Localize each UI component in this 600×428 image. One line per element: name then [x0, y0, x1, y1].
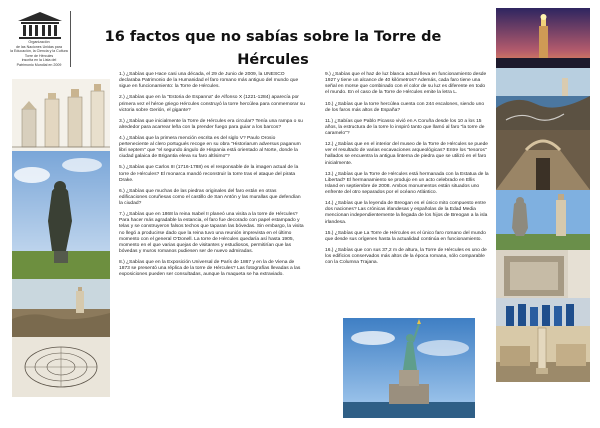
- fact-2: 2.) ¿Sabías que en la "Estoria de Espanna" de Alfonso X (1221-1284) aparecía por primera vez el héroe griego Hércules construyó la torre hercúlea para conmemorar su victoria sobre Gerión, el gigante?: [119, 95, 305, 113]
- logo-divider: [70, 11, 71, 67]
- fact-1: 1.) ¿Sabías que Hace casi una década, el 29 de Junio de 2009, la UNESCO declaraba Patrimonio de la Humanidad el faro romano más antiguo del mundo que sigue en funcionamiento: la Torre de Hércules.: [119, 72, 299, 90]
- org-line: la Educación, la Ciencia y la Cultura: [10, 49, 68, 53]
- unesco-org-text: [10, 40, 68, 67]
- fact-4: 4.) ¿Sabías que la primera mención escrita es del siglo V? Paulo Orosio perteneciente al clero portugués recoge en su obra "Historiarum adversus paganum libri septem" que "el segundo ángulo de Hispania está orientado al Norte, donde la ciudad galaica de Brigantia eleva su faro altísimo"?: [119, 135, 301, 160]
- fact-12: 12.) ¿Sabías que en el interior del museo de la Torre de Hércules se puede ver el resultado de varias excavaciones arqueológicas? Entre los "tesoros" hallados se encuentra la antigua linterna de piedra que se utilizó en el faro inicialmente.: [325, 142, 489, 166]
- breogan-statue-and-tower-photo: [496, 190, 590, 250]
- rocky-coast-photo: [496, 68, 590, 130]
- fact-7: 7.) ¿Sabías que en 1868 la reina Isabel II planeó una visita a la torre de Hércules? Para hacer más agradable la estancia, el faro fue decorado con papel estampado y telas y se construyeron falsos techos que taparan las bóvedas. Sin embargo, la visita no llegó a producirse dado que la reina tuvo una reunión imprevista en el último momento con el general O'Donell. La torre de Hércules quedaría así hasta 1905, momento en el que varias quejas de visitantes y estudiosos, permitirían que las bóvedas y muros romanos pudiesen ser de nuevo admiradas.: [119, 212, 304, 255]
- title-line-2: Hércules: [237, 52, 309, 68]
- fact-3: 3.) ¿Sabías que inicialmente la Torre de Hércules era circular? Tenía una rampa o su alrededor para acarrear leña con la prender fuego para guiar a los barcos?: [119, 118, 303, 130]
- tower-night-photo: [496, 8, 590, 68]
- fact-10: 10.) ¿Sabías que la torre hercúlea cuenta con 244 escalones, siendo uno de los faros más altos de España?: [325, 101, 485, 113]
- org-line: de las Naciones Unidas para: [16, 44, 62, 49]
- tower-interior-photo: [496, 130, 590, 190]
- fact-14: 14.) ¿Sabías que la leyenda de Breogan es el único mito compuesto entre dos naciones? Las crónicas irlandesas y españolas de la Edad Media mencionan independientemente la llegada de los hijos de Breogan a la isla irlandesa.: [325, 201, 488, 225]
- visitors-photo: [496, 298, 590, 326]
- facts-right-column: [325, 72, 489, 266]
- page-title: [104, 26, 442, 72]
- facts-left-column: [119, 72, 305, 279]
- title-line-1: 16 factos que no sabías sobre la Torre de: [104, 29, 442, 45]
- fact-11: 11.) ¿Sabías que Pablo Picasso vivió en A Coruña desde los 10 a los 15 años, la estructura de la torre lo inspiró tanto que llamó al faro "la torre de caramelo"?: [325, 118, 485, 137]
- fact-13: 13.) ¿Sabías que la Torre de Hércules está hermanada con la Estatua de la Libertad? El hermanamiento se produjo en un acto celebrado en Ellis Island en septiembre de 2008. Ambos monumentos están situados uno enfrente del otro separados por el océano Atlántico.: [325, 171, 489, 196]
- org-line: Organización: [28, 40, 50, 44]
- fact-9: 9.) ¿Sabías que el haz de luz blanca actual lleva en funcionamiento desde 1927 y tiene un alcance de 40 kilómetros? Además, cada faro tiene una señal en morse que combinado con el color de su luz es diferente en todo el mundo. En el caso de la Torre de Hércules emite la letra L.: [325, 72, 487, 96]
- trajan-column-photo: [496, 326, 590, 382]
- fact-16: 16.) ¿Sabías que con sus 37,2 m de altura, la Torre de Hércules es uno de los edificios conservados más altos de la época romana, sólo comparable con la Columna Trajana.: [325, 247, 487, 266]
- fact-8: 8.) ¿Sabías que en la Exposición Universal de París de 1867 y en la de Viena de 1873 se presentó una réplica de la torre de Hércules? Las fotografías llevadas a las exposiciones pueden ser consultadas, aunque la maqueta se ha extraviado.: [119, 260, 301, 278]
- fact-5: 5.) ¿Sabías que Carlos III (1716-1788) es el responsable de la imagen actual de la torre de Hércules? El monarca mandó reconstruir la torre tras el ataque del pirata Drake.: [119, 165, 299, 183]
- unesco-temple-icon: [14, 10, 66, 42]
- breogan-statue-photo: [12, 151, 110, 279]
- org-line: Torre de Hércules: [24, 53, 54, 58]
- tower-evolution-illustration: [12, 79, 110, 151]
- tower-plan-drawing: [12, 337, 110, 397]
- tower-base-photo: [496, 250, 590, 298]
- org-line: Patrimonio Mundial en 2009: [16, 62, 62, 67]
- statue-of-liberty-photo: [343, 318, 475, 418]
- hercules-tower-coast-photo: [12, 279, 110, 337]
- fact-6: 6.) ¿Sabías que muchas de las piedras originales del faro están en otras edificaciones coruñesas como el castillo de San Antón y las murallas que defendían la ciudad?: [119, 188, 301, 207]
- org-line: inscrita en la Lista del: [21, 58, 57, 62]
- fact-15: 15.) ¿Sabías que La Torre de Hércules es el único faro romano del mundo que desde sus orígenes hasta la actualidad continúa en funcionamiento.: [325, 230, 486, 242]
